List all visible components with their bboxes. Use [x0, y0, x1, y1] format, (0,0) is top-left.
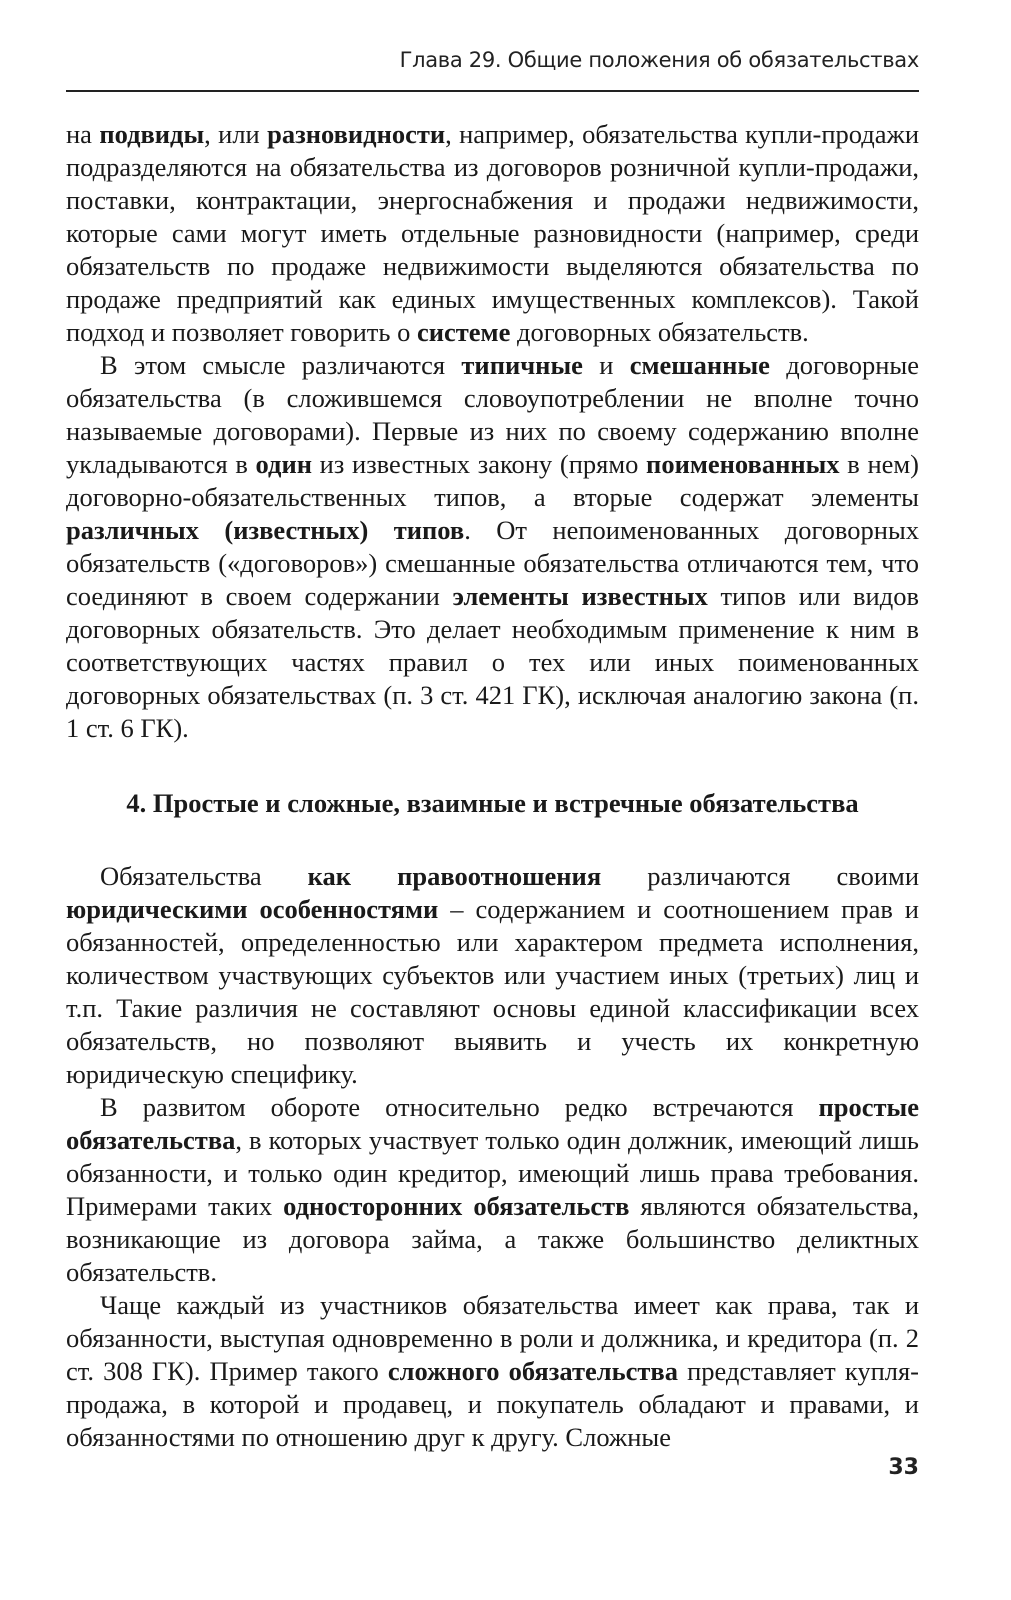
text-run: , в которых участвует только один должник, имеющий лишь обязанности, и только один кредитор, имеющий лишь права требования. Примерами таких	[66, 1125, 919, 1221]
body-paragraph	[66, 349, 919, 745]
text-run: В развитом обороте относительно редко встречаются	[100, 1092, 819, 1122]
body-paragraph	[66, 1091, 919, 1289]
text-run: . От непоименованных договорных обязательств («договоров») смешанные обязательства отличаются тем, что соединяют в своем содержании	[66, 515, 919, 611]
text-run: , или	[204, 119, 268, 149]
section-heading	[66, 787, 919, 820]
text-run: различаются своими	[601, 861, 919, 891]
emphasis-term: элементы известных	[452, 581, 708, 611]
text-run: и	[582, 350, 630, 380]
text-run: , например, обязательства купли-продажи подразделяются на обязательства из договоров розничной купли-продажи, поставки, контрактации, энергоснабжения и продажи недвижимости, которые сами могут иметь отдельные разновидности (например, среди обязательств по продаже недвижимости выделяются обязательства по продаже предприятий как единых имущественных комплексов). Такой подход и позволяет говорить о	[66, 119, 919, 347]
page-number: 33	[888, 1455, 919, 1480]
emphasis-term: смешанные	[629, 350, 770, 380]
emphasis-term: один	[255, 449, 312, 479]
emphasis-term: поименованных	[646, 449, 840, 479]
body-paragraph	[66, 1289, 919, 1454]
text-run: представляет купля-продажа, в которой и продавец, и покупатель обладают и правами, и обязанностями по отношению друг к другу. Сложные	[66, 1356, 919, 1452]
text-run: Обязательства	[100, 861, 308, 891]
text-run: являются обязательства, возникающие из договора займа, а также большинство деликтных обязательств.	[66, 1191, 919, 1287]
text-run: Чаще каждый из участников обязательства имеет как права, так и обязанности, выступая одновременно в роли и должника, и кредитора (п. 2 ст. 308 ГК). Пример такого	[66, 1290, 919, 1386]
emphasis-term: сложного обязательства	[387, 1356, 678, 1386]
emphasis-term: разновидности	[267, 119, 446, 149]
emphasis-term: типичные	[461, 350, 583, 380]
text-run: на	[66, 119, 100, 149]
emphasis-term: юридическими особенностями	[66, 894, 439, 924]
emphasis-term: простые обязательства	[66, 1092, 919, 1155]
text-run: договорные обязательства (в сложившемся словоупотреблении не вполне точно называемые договорами). Первые из них по своему содержанию вполне укладываются в	[66, 350, 919, 479]
emphasis-term: односторонних обязательств	[283, 1191, 630, 1221]
text-run: договорных обязательств.	[510, 317, 809, 347]
header-divider	[66, 90, 919, 92]
text-run: из известных закону (прямо	[311, 449, 647, 479]
page-body	[66, 118, 919, 1454]
running-header: Глава 29. Общие положения об обязательствах	[399, 48, 919, 72]
text-run: 4. Простые и сложные, взаимные и встречные обязательства	[126, 788, 859, 818]
body-paragraph	[66, 118, 919, 349]
emphasis-term: различных (известных) типов	[66, 515, 465, 545]
emphasis-term: системе	[416, 317, 511, 347]
body-paragraph	[66, 860, 919, 1091]
text-run: В этом смысле различаются	[100, 350, 462, 380]
text-run: – содержанием и соотношением прав и обязанностей, определенностью или характером предмета исполнения, количеством участвующих субъектов или участием иных (третьих) лиц и т.п. Такие различия не составляют основы единой классификации всех обязательств, но позволяют выявить и учесть их конкретную юридическую специфику.	[66, 894, 919, 1089]
text-run: типов или видов договорных обязательств. Это делает необходимым применение к ним в соответствующих частях правил о тех или иных поименованных договорных обязательствах (п. 3 ст. 421 ГК), исключая аналогию закона (п. 1 ст. 6 ГК).	[66, 581, 919, 743]
emphasis-term: как правоотношения	[307, 861, 602, 891]
text-run: в нем) договорно-обязательственных типов, а вторые содержат элементы	[66, 449, 919, 512]
emphasis-term: подвиды	[99, 119, 205, 149]
